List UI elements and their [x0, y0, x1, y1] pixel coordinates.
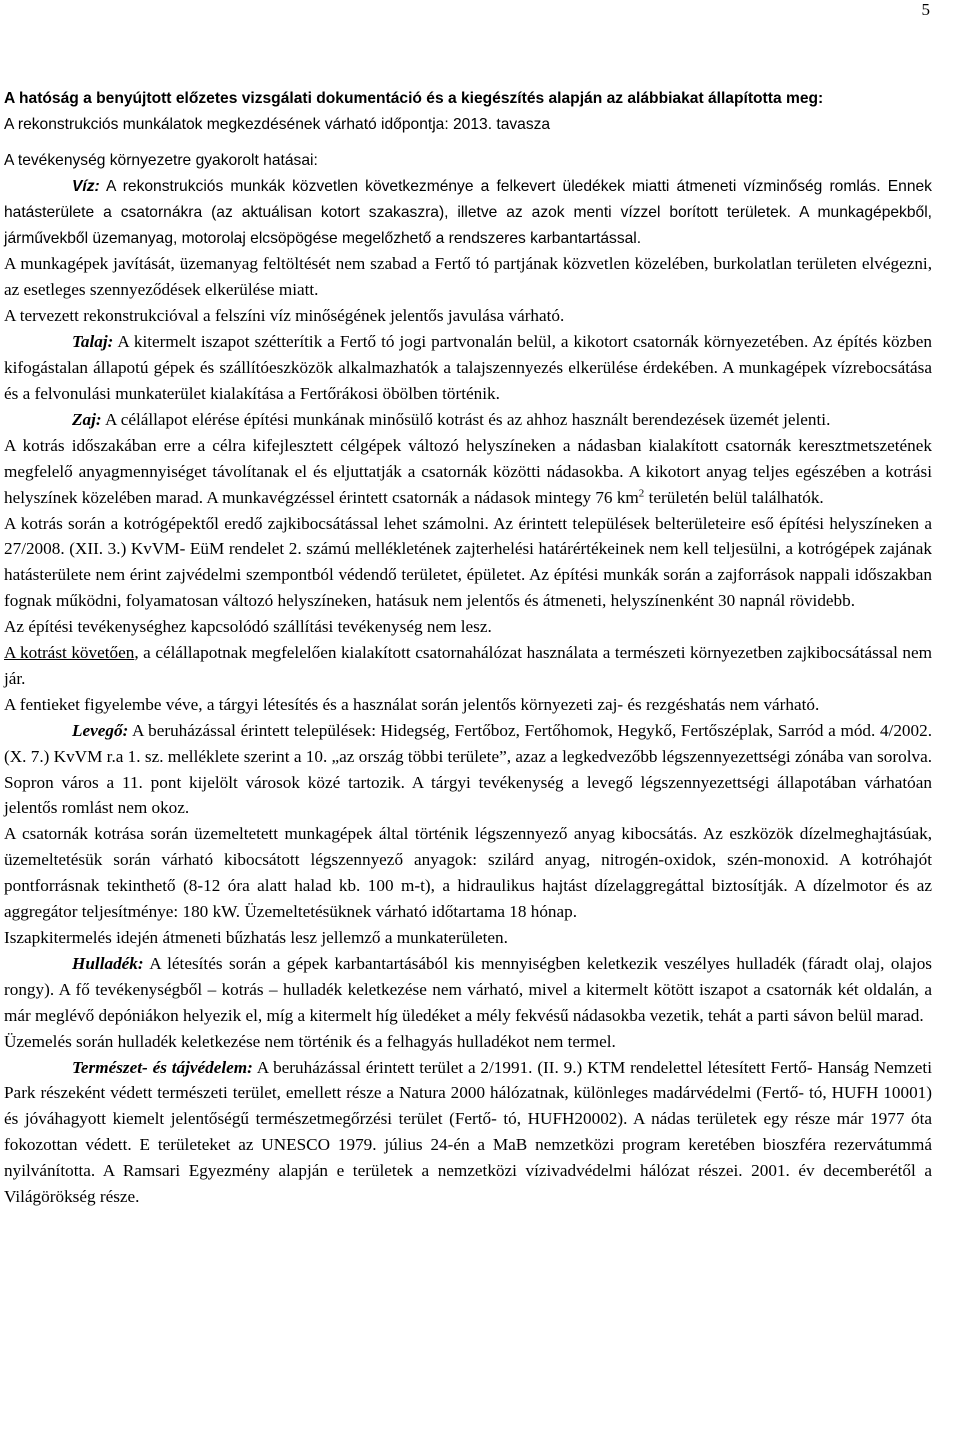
zaj-text-1: A célállapot elérése építési munkának minősülő kotrást és az ahhoz használt berendezések üzemét jelenti.	[104, 409, 831, 429]
zaj-text-2: A kotrás időszakában erre a célra kifejlesztett célgépek változó helyszíneken a nádasban kialakított csatornák keresztmetszetének megfelelő anyagmennyiséget távolítanak el és eljuttatják a csatornák közötti nádasokba. A kikotort anyag teljes egészében a kotrási helyszínek közelében marad. A munkavégzéssel érintett csatornák a nádasok mintegy 76 km	[4, 435, 932, 507]
viz-paragraph-3: A tervezett rekonstrukcióval a felszíni víz minőségének jelentős javulása várható.	[4, 306, 565, 326]
viz-lead: Víz:	[72, 177, 100, 195]
zaj-paragraph-6: A fentieket figyelembe véve, a tárgyi létesítés és a használat során jelentős környezeti zaj- és rezgéshatás nem várható.	[4, 694, 820, 714]
hulladek-paragraph	[4, 951, 932, 1029]
zaj-paragraph-5	[4, 640, 932, 692]
hulladek-lead: Hulladék:	[72, 953, 144, 973]
talaj-paragraph	[4, 329, 932, 407]
talaj-text-2: Az építés közben kifogástalan állapotú gépek és szállítóeszközök alkalmazhatók a talajszennyezés elkerülése érdekében.	[4, 332, 932, 378]
impacts-heading: A tevékenység környezetre gyakorolt hatásai:	[4, 151, 318, 169]
levego-paragraph	[4, 718, 932, 822]
viz-text-1: A rekonstrukciós munkák közvetlen következménye a felkevert üledékek miatti átmeneti vízminőség romlás.	[106, 177, 881, 195]
hulladek-text-1: A létesítés során a gépek karbantartásából kis mennyiségben keletkezik veszélyes hulladék (fáradt olaj, olajos rongy). A fő tevékenységből – kotrás – hulladék keletkezése nem várható, mivel a kitermelt kötött iszapot a csatornák két oldalán, a már meglévő depóniákon helyezik el, míg a kitermelt híg üledéket a mély fekvésű nádasokba vezetik, tehát a parti sávon belül marad.	[4, 953, 932, 1025]
hulladek-paragraph-2: Üzemelés során hulladék keletkezése nem történik és a felhagyás hulladékot nem termel.	[4, 1031, 616, 1051]
heading-line: A hatóság a benyújtott előzetes vizsgálati dokumentáció és a kiegészítés alapján az alábbiakat állapította meg:	[4, 90, 824, 107]
zaj-text-2-end: területén belül találhatók.	[644, 487, 824, 507]
levego-paragraph-2: A csatornák kotrása során üzemeltetett munkagépek által történik légszennyező anyag kibocsátás. Az eszközök dízelmeghajtásúak, üzemeltetésük során várható kibocsátott légszennyező anyagok: szilárd anyag, nitrogén-oxidok, szén-monoxid. A kotróhajót pontforrásnak tekinthető (8-12 óra alatt halad kb. 100 m-t), a hidraulikus hajtást dízelaggregáttal biztosítják. A dízelmotor és az aggregátor teljesítménye: 180 kW. Üzemeltetésüknek várható időtartama 18 hónap.	[4, 824, 932, 922]
termeszet-lead: Természet- és tájvédelem:	[72, 1057, 253, 1077]
viz-paragraph-2: A munkagépek javítását, üzemanyag feltöltését nem szabad a Fertő tó partjának közvetlen közelében, burkolatlan területen elvégezni, az esetleges szennyeződések elkerülése miatt.	[4, 254, 932, 300]
talaj-text-3: A munkagépek vízrebocsátása és a felvonulási munkaterület kialakítása a Fertőrákosi öbölben történik.	[4, 358, 932, 403]
zaj-text-5: , a célállapotnak megfelelően kialakított csatornahálózat használata a természeti környezetben zajkibocsátással nem jár.	[4, 643, 933, 688]
viz-text-3: A munkagépekből, járművekből üzemanyag, motorolaj elcsöpögése megelőzhető a rendszeres karbantartással.	[4, 203, 932, 247]
levego-text-1: A beruházással érintett települések: Hidegség, Fertőboz, Fertőhomok, Hegykő, Fertőszéplak, Sarród a mód. 4/2002. (X. 7.) KvVM r.a 1. sz. melléklete szerint a 10. „az ország többi területe”, azaz a legkedvezőbb légszennyezettségi zónába van sorolva. Sopron város a 11. pont kijelölt városok közé tartozik. A tárgyi tevékenység a levegő légszennyezettségi állapotában várhatóan jelentős romlást nem okoz.	[4, 720, 932, 818]
zaj-paragraph	[4, 407, 932, 433]
zaj-paragraph-2	[4, 433, 932, 511]
zaj-underlined: A kotrást követően	[4, 643, 135, 663]
levego-paragraph-3: Iszapkitermelés idején átmeneti bűzhatás lesz jellemző a munkaterületen.	[4, 928, 508, 947]
document-body	[4, 86, 932, 1210]
termeszet-text-1: A beruházással érintett terület a 2/1991. (II. 9.) KTM rendelettel létesített Fertő- Hanság Nemzeti Park részeként védett természeti terület, emellett része a Natura 2000 hálózatnak, különleges madárvédelmi (Fertő- tó, HUFH 10001) és jóváhagyott kiemelt jelentőségű természetmegőrzési terület (Fertő- tó, HUFH20002). A nádas területek egy része már 1977 óta fokozottan védett. E területeket az UNESCO 1979. július 24-én a MaB nemzetközi program keretében bioszféra rezervátummá nyilvánította. A Ramsari Egyezmény alapján e területek a nemzetközi vízivadvédelmi hálózat részei. 2001. év decemberétől a Világörökség része.	[4, 1057, 932, 1207]
zaj-paragraph-3: A kotrás során a kotrógépektől eredő zajkibocsátással lehet számolni. Az érintett települések belterületeire eső építési helyszíneken a 27/2008. (XII. 3.) KvVM- EüM rendelet 2. számú mellékletének zajterhelési határértékeinek nem kell teljesülni, a kotrógépek zajának hatásterülete nem érint zajvédelmi szempontból védendő területet, épületet. Az építési munkák során a zajforrások nappali időszakban fognak működni, folyamatosan változó helyszíneken, hatásuk nem jelentős és átmeneti, helyszínenként 30 napnál rövidebb.	[4, 513, 932, 611]
termeszet-paragraph	[4, 1055, 932, 1210]
levego-lead: Levegő:	[72, 720, 129, 740]
zaj-superscript: 2	[638, 486, 645, 499]
page-number: 5	[921, 0, 930, 19]
viz-paragraph	[4, 174, 932, 252]
talaj-lead: Talaj:	[72, 332, 114, 352]
talaj-text-1: A kitermelt iszapot szétterítik a Fertő tó jogi partvonalán belül, a kikotort csatornák környezetében.	[117, 332, 809, 352]
zaj-lead: Zaj:	[72, 409, 102, 429]
viz-text-2: Ennek hatásterülete a csatornákra (az aktuálisan kotort szakaszra), illetve az azok menti vízzel borított területek.	[4, 177, 932, 221]
zaj-paragraph-4: Az építési tevékenységhez kapcsolódó szállítási tevékenység nem lesz.	[4, 617, 492, 637]
start-date-line: A rekonstrukciós munkálatok megkezdésének várható időpontja: 2013. tavasza	[4, 115, 551, 133]
